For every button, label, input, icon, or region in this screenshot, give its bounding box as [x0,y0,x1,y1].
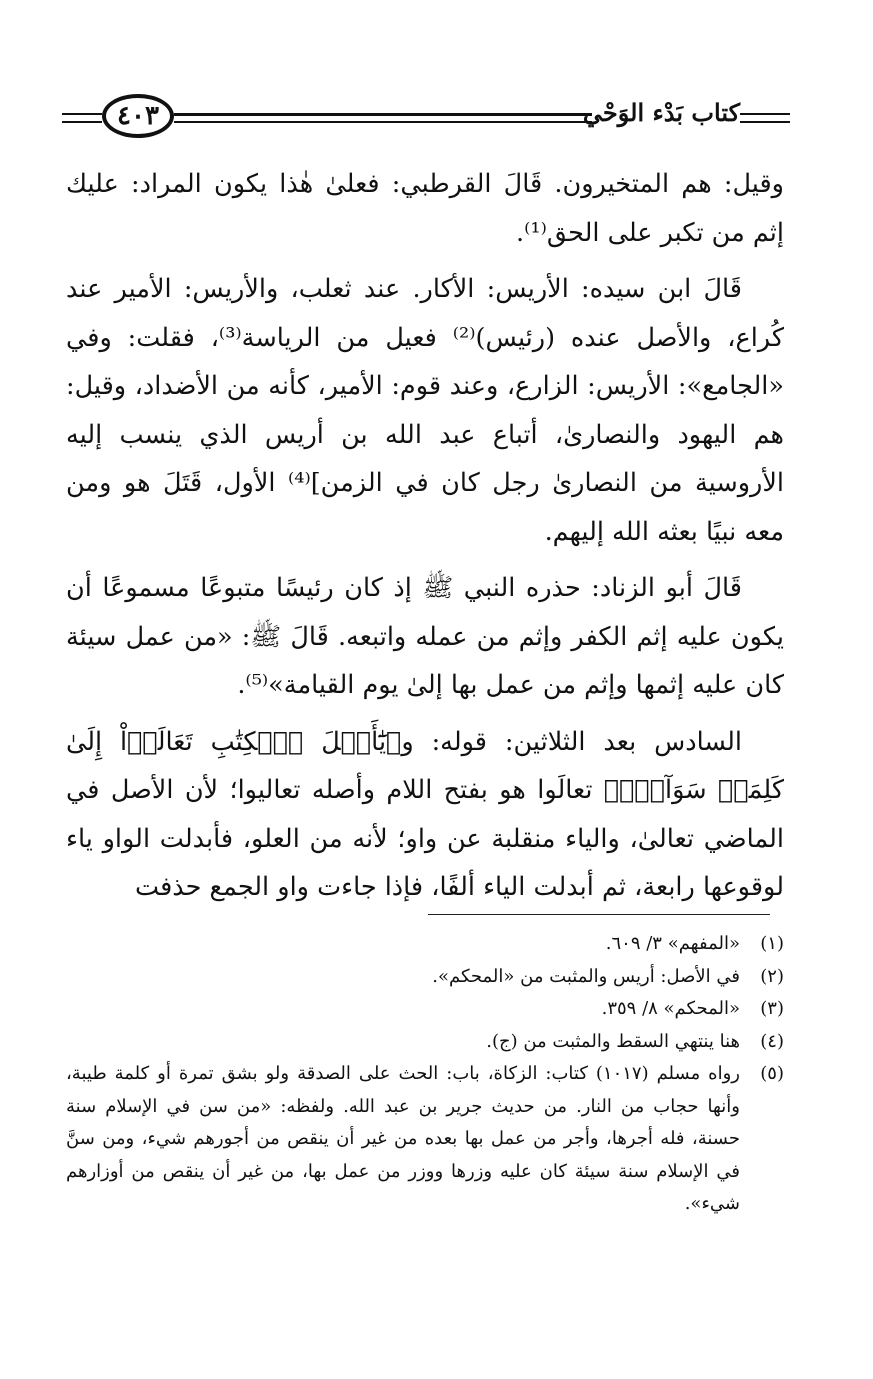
running-title: كتاب بَدْء الوَحْي [582,98,740,127]
page-header [62,88,790,148]
header-rule [740,113,790,115]
footnote-text: هنا ينتهي السقط والمثبت من (ج). [486,1030,740,1052]
footnote-number: (٥) [760,1063,784,1084]
footnote-number: (٣) [760,998,784,1019]
header-rule [174,121,592,123]
header-rule [62,113,102,115]
paragraph: السادس بعد الثلاثين: قوله: و﴿يَٰٓأَهۡلَ ٱلۡكِتَٰبِ تَعَالَوۡاْ إِلَىٰ كَلِمَةٖ سَوَآءِۭ﴾ تعالَوا هو بفتح اللام وأصله تعاليوا؛ لأن الأصل في الماضي تعالىٰ، والياء منقلبة عن واو؛ لأنه من العلو، فأبدلت الواو ياء لوقوعها رابعة، ثم أبدلت الياء ألفًا، فإذا جاءت واو الجمع حذفت [66,726,784,902]
paragraph: قَالَ أبو الزناد: حذره النبي ﷺ إذ كان رئيسًا متبوعًا مسموعًا أن يكون عليه إثم الكفر وإثم من عمله واتبعه. قَالَ ﷺ: «من عمل سيئة كان عليه إثمها وإثم من عمل بها إلىٰ يوم القيامة»⁽⁵⁾. [66,573,784,700]
footnote-text: «المفهم» ٣/ ٦٠٩. [605,933,740,954]
footnote [66,961,784,994]
footnote-text: «المحكم» ٨/ ٣٥٩. [601,998,740,1019]
paragraph: قَالَ ابن سيده: الأريس: الأكار. عند ثعلب، والأريس: الأمير عند كُراع، والأصل عنده (رئيس)⁽²⁾ فعيل من الرياسة⁽³⁾، فقلت: وفي «الجامع»: الأريس: الزارع، وعند قوم: الأمير، كأنه من الأضداد، وقيل: هم اليهود والنصارىٰ، أتباع عبد الله بن أريس الذي ينسب إليه الأروسية من النصارىٰ رجل كان في الزمن]⁽⁴⁾ الأول، قَتَلَ هو ومن معه نبيًا بعثه الله إليهم. [66,274,784,547]
footnotes [66,928,784,1221]
footnote-number: (٤) [760,1030,784,1052]
footnote [66,1026,784,1059]
footnote [66,993,784,1026]
paragraph: وقيل: هم المتخيرون. قَالَ القرطبي: فعلىٰ هٰذا يكون المراد: عليك إثم من تكبر على الحق⁽¹⁾. [66,169,784,248]
header-rule [62,121,102,123]
header-rule [740,121,790,123]
header-rule [174,113,592,116]
footnote [66,928,784,961]
main-text [66,160,784,920]
footnote-text: في الأصل: أريس والمثبت من «المحكم». [432,965,740,987]
footnote-number: (١) [760,933,784,954]
footnote-number: (٢) [760,965,784,987]
footnote-text: رواه مسلم (١٠١٧) كتاب: الزكاة، باب: الحث على الصدقة ولو بشق تمرة أو كلمة طيبة، وأنها حجاب من النار. من حديث جرير بن عبد الله. ولفظه: «من سن في الإسلام سنة حسنة، فله أجرها، وأجر من عمل بها بعده من غير أن ينقص من أجورهم شيء، ومن سنَّ في الإسلام سنة سيئة كان عليه وزرها ووزر من عمل بها، من غير أن ينقص من أوزارهم شيء». [66,1063,740,1214]
footnote [66,1058,784,1221]
footnote-separator [428,914,770,915]
page-number: ٤٠٣ [102,94,174,138]
